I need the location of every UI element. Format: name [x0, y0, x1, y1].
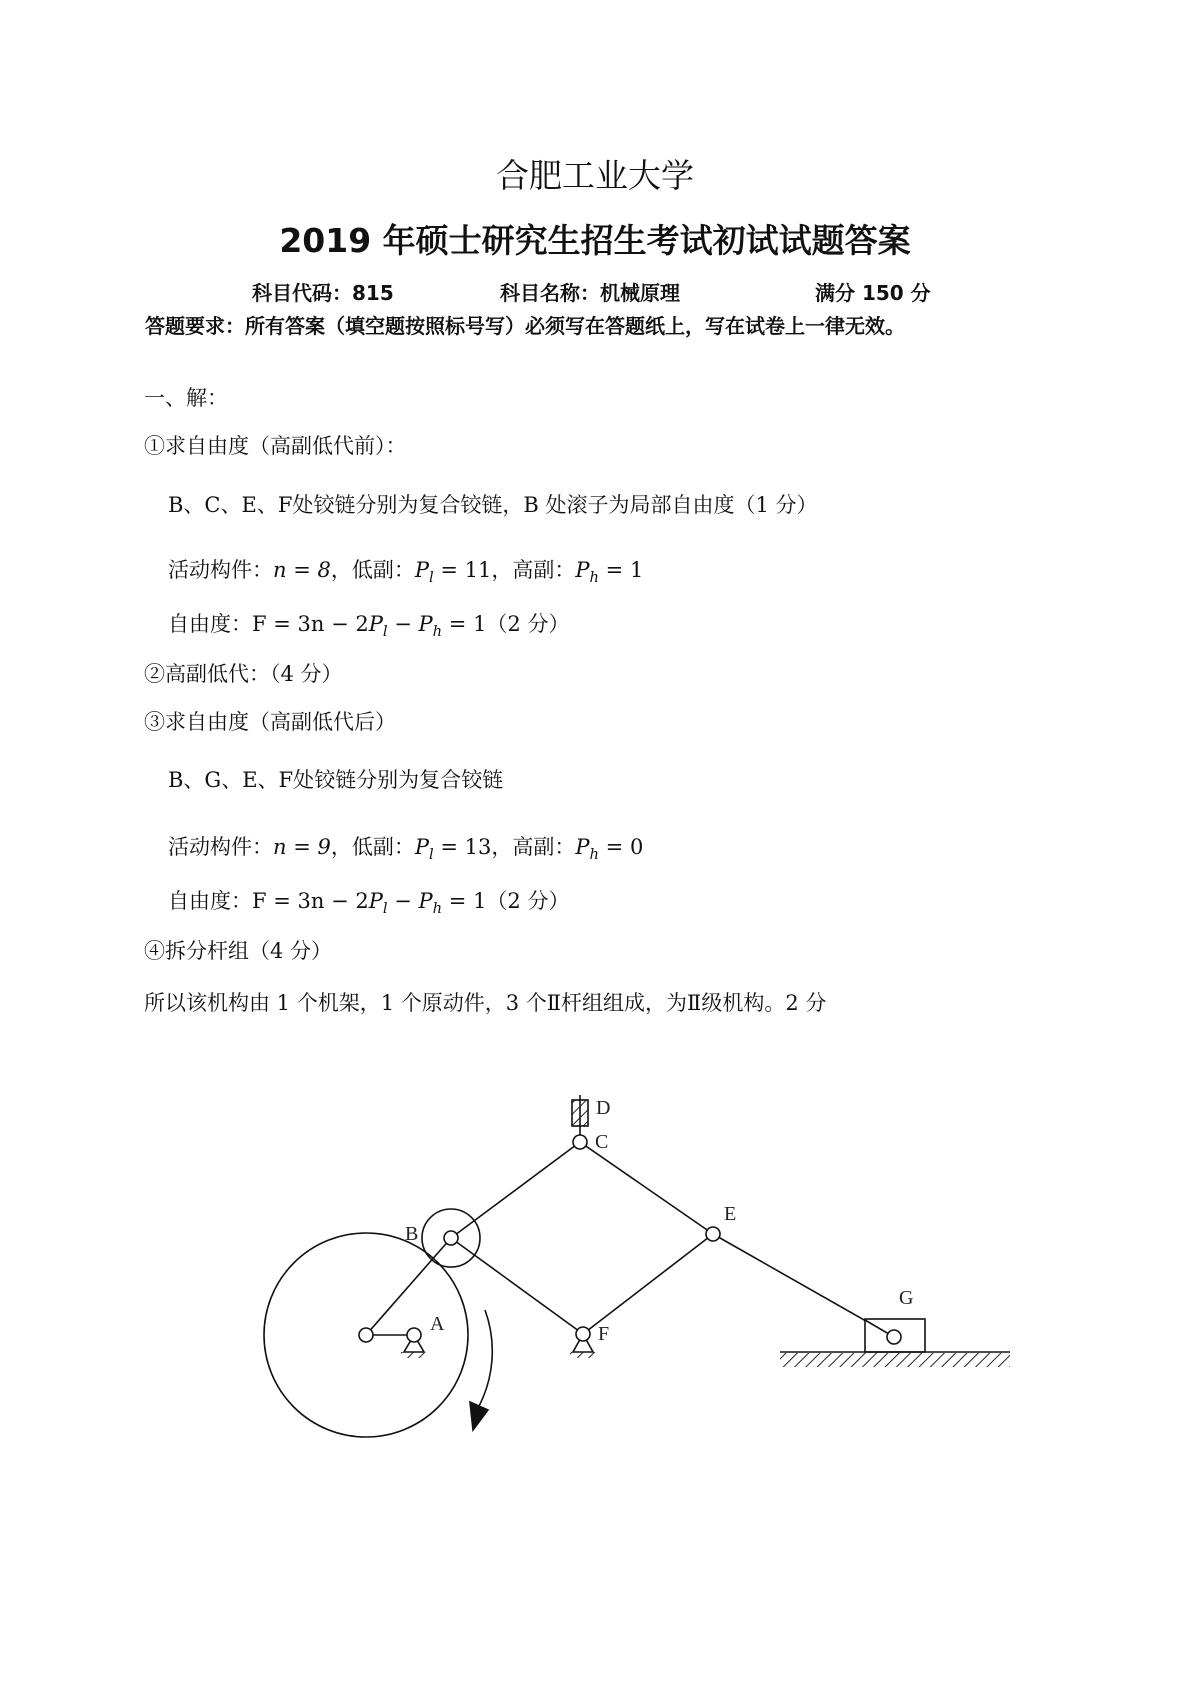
university-title: 合肥工业大学: [496, 156, 694, 195]
joint-C: [573, 1135, 587, 1149]
low-pair-label: ，低副：: [330, 835, 415, 859]
ph-symbol: $P_h$: [575, 835, 599, 864]
high-pair-label: ，高副：: [491, 558, 576, 582]
ph-symbol: $P_h$: [575, 558, 599, 587]
label-C: C: [595, 1131, 609, 1153]
label-D: D: [596, 1097, 611, 1119]
joint-B: [444, 1231, 458, 1245]
pl-value: = 13: [440, 835, 492, 859]
step4-title: ④拆分杆组（4 分）: [144, 939, 333, 963]
members-label: 活动构件：: [168, 558, 273, 582]
conclusion: 所以该机构由 1 个机架，1 个原动件，3 个Ⅱ杆组组成，为Ⅱ级机构。2 分: [144, 991, 827, 1015]
rotation-arrow: [478, 1310, 492, 1408]
high-pair-label: ，高副：: [491, 835, 576, 859]
n-value: n = 9: [273, 835, 331, 859]
arrow-head-icon: [470, 1402, 488, 1430]
link-B-F: [451, 1238, 583, 1334]
full-score: 满分 150 分: [815, 281, 931, 305]
ph-value: = 0: [605, 835, 644, 859]
subject-code: 科目代码：815: [252, 281, 394, 305]
pl-value: = 11: [440, 558, 492, 582]
low-pair-label: ，低副：: [330, 558, 415, 582]
members-label: 活动构件：: [168, 835, 273, 859]
label-E: E: [724, 1203, 737, 1225]
step1-note: B、C、E、F处铰链分别为复合铰链，B 处滚子为局部自由度（1 分）: [168, 493, 818, 517]
exam-title: 2019 年硕士研究生招生考试初试试题答案: [279, 221, 911, 260]
pl-symbol: $P_l$: [414, 558, 434, 587]
label-B: B: [405, 1223, 419, 1245]
label-G: G: [899, 1287, 914, 1309]
n-value: n = 8: [273, 558, 331, 582]
solution-heading: 一、解：: [144, 386, 228, 410]
ph-value: = 1: [605, 558, 644, 582]
step1-title: ①求自由度（高副低代前）：: [144, 434, 407, 458]
subject-name: 科目名称：机械原理: [500, 281, 680, 305]
label-F: F: [598, 1323, 610, 1345]
step3-title: ③求自由度（高副低代后）: [144, 710, 396, 734]
joint-F: [576, 1327, 590, 1341]
link-B-C: [451, 1142, 580, 1238]
pl-symbol: $P_l$: [414, 835, 434, 864]
step3-note: B、G、E、F处铰链分别为复合铰链: [168, 768, 504, 792]
label-A: A: [430, 1313, 445, 1335]
link-C-E: [580, 1142, 713, 1234]
link-F-E: [583, 1234, 713, 1334]
ground-hatch: [780, 1353, 1010, 1367]
step3-dof: 自由度：$F = 3n - 2P_l - P_h = 1(2$ 分）: [168, 889, 570, 918]
step1-dof: 自由度：$F = 3n - 2P_l - P_h = 1(2$ 分）: [168, 612, 570, 641]
guide-D: [572, 1100, 588, 1126]
joint-A: [407, 1328, 421, 1342]
step2-title: ②高副低代：（4 分）: [144, 662, 343, 686]
joint-wheel-center: [359, 1328, 373, 1342]
joint-E: [706, 1227, 720, 1241]
answer-requirement: 答题要求：所有答案（填空题按照标号写）必须写在答题纸上，写在试卷上一律无效。: [145, 314, 905, 338]
joint-G: [887, 1330, 901, 1344]
